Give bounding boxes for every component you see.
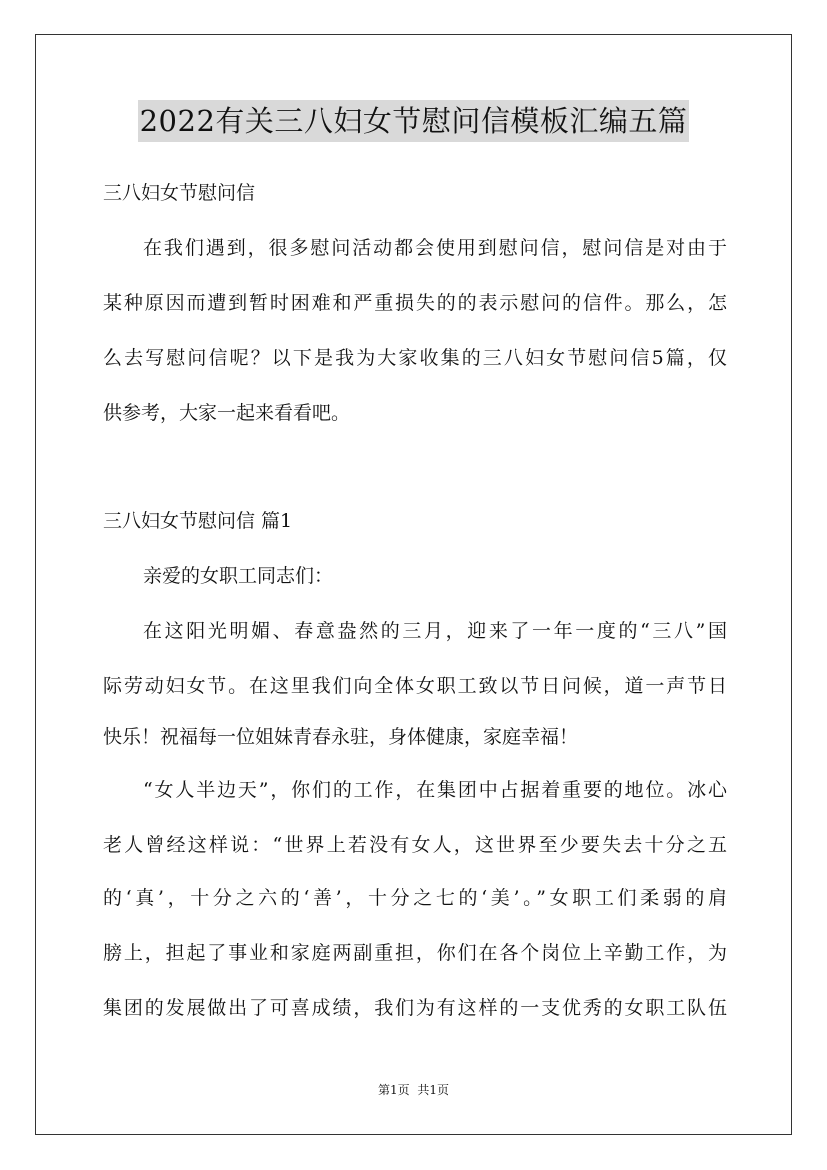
paragraph-line: 际劳动妇女节。在这里我们向全体女职工致以节日问候，道一声节日 [103, 675, 727, 697]
paragraph-line: 某种原因而遭到暂时困难和严重损失的的表示慰问的信件。那么，怎 [103, 292, 727, 314]
paragraph-line: “女人半边天”，你们的工作，在集团中占据着重要的地位。冰心 [143, 779, 727, 801]
page-number: 第1页 [378, 1083, 410, 1097]
salutation: 亲爱的女职工同志们： [143, 565, 334, 587]
paragraph-line: 集团的发展做出了可喜成绩，我们为有这样的一支优秀的女职工队伍 [103, 997, 727, 1019]
section-heading: 三八妇女节慰问信 篇1 [103, 510, 293, 532]
paragraph-line: 的‘真’，十分之六的‘善’，十分之七的‘美’。”女职工们柔弱的肩 [103, 887, 727, 909]
paragraph-line: 老人曾经这样说：“世界上若没有女人，这世界至少要失去十分之五 [103, 834, 727, 856]
page-total: 共1页 [417, 1083, 449, 1097]
paragraph-line: 在这阳光明媚、春意盎然的三月，迎来了一年一度的“三八”国 [143, 620, 727, 642]
paragraph-line: 在我们遇到，很多慰问活动都会使用到慰问信，慰问信是对由于 [143, 237, 727, 259]
paragraph-line: 快乐！祝福每一位姐妹青春永驻，身体健康，家庭幸福！ [103, 726, 579, 748]
paragraph-line: 膀上，担起了事业和家庭两副重担，你们在各个岗位上辛勤工作，为 [103, 942, 727, 964]
section-heading: 三八妇女节慰问信 [103, 182, 256, 204]
page-footer [0, 1082, 827, 1098]
document-title: 2022有关三八妇女节慰问信模板汇编五篇 [138, 100, 690, 142]
paragraph-line: 么去写慰问信呢？以下是我为大家收集的三八妇女节慰问信5篇，仅 [103, 347, 727, 369]
paragraph-line: 供参考，大家一起来看看吧。 [103, 402, 351, 424]
title-container [0, 100, 827, 142]
